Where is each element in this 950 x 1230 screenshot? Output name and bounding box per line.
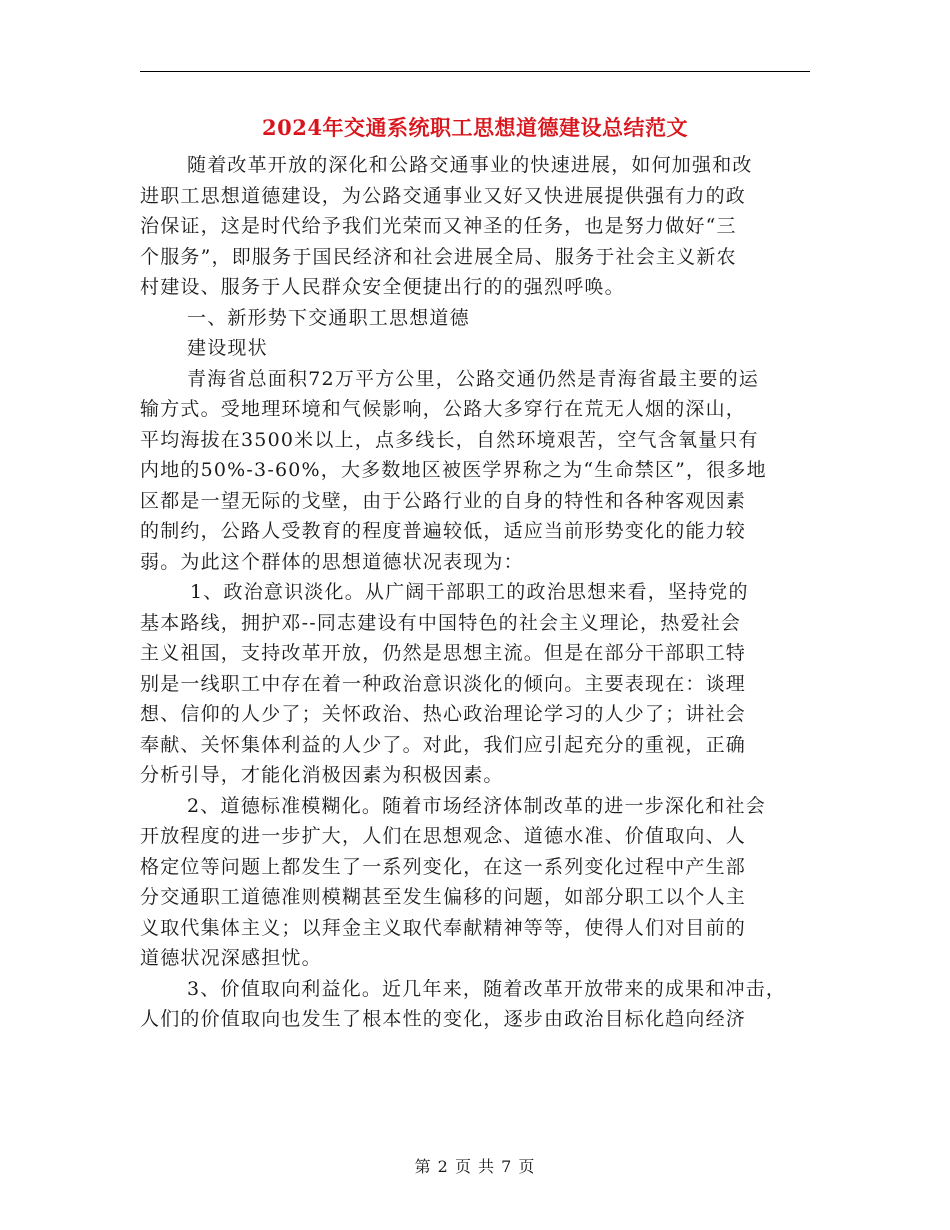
- body-line: 个服务”，即服务于国民经济和社会进展全局、服务于社会主义新农: [140, 245, 737, 268]
- body-line: 开放程度的进一步扩大，人们在思想观念、道德水准、价值取向、人: [140, 825, 747, 847]
- body-line: 想、信仰的人少了；关怀政治、热心政治理论学习的人少了；讲社会: [140, 703, 747, 725]
- body-line: 人们的价值取向也发生了根本性的变化，逐步由政治目标化趋向经济: [140, 1008, 747, 1030]
- body-line: 随着改革开放的深化和公路交通事业的快速进展，如何加强和改: [187, 154, 753, 176]
- body-line: 分交通职工道德准则模糊甚至发生偏移的问题，如部分职工以个人主: [140, 886, 747, 908]
- body-line: 2、道德标准模糊化。随着市场经济体制改革的进一步深化和社会: [187, 794, 766, 817]
- body-line: 平均海拔在3500米以上，点多线长，自然环境艰苦，空气含氧量只有: [140, 428, 759, 451]
- body-line: 3、价值取向利益化。近几年来，随着改革开放带来的成果和冲击，: [187, 977, 787, 1000]
- document-body: [140, 150, 810, 1035]
- body-line: 基本路线，拥护邓--同志建设有中国特色的社会主义理论，热爱社会: [140, 611, 742, 634]
- section-heading: 一、新形势下交通职工思想道德: [187, 306, 470, 329]
- body-line: 弱。为此这个群体的思想道德状况表现为：: [140, 550, 524, 573]
- body-line: 格定位等问题上都发生了一系列变化，在这一系列变化过程中产生部: [140, 855, 747, 878]
- body-line: 的制约，公路人受教育的程度普遍较低，适应当前形势变化的能力较: [140, 520, 747, 542]
- body-line: 主义祖国，支持改革开放，仍然是思想主流。但是在部分干部职工特: [140, 642, 747, 664]
- header-rule: [140, 71, 810, 72]
- body-line: 分析引导，才能化消极因素为积极因素。: [140, 764, 504, 786]
- body-line: 村建设、服务于人民群众安全便捷出行的的强烈呼唤。: [140, 276, 625, 298]
- body-line: 内地的50%-3-60%，大多数地区被医学界称之为“生命禁区”，很多地: [140, 459, 767, 481]
- body-line: 青海省总面积72万平方公里，公路交通仍然是青海省最主要的运: [187, 367, 759, 390]
- body-line: 奉献、关怀集体利益的人少了。对此，我们应引起充分的重视，正确: [140, 733, 747, 756]
- section-heading-cont: 建设现状: [187, 337, 268, 359]
- body-line: 进职工思想道德建设，为公路交通事业又好又快进展提供强有力的政: [140, 184, 747, 207]
- page-number: 第 2 页 共 7 页: [414, 1157, 536, 1176]
- body-line: 1、政治意识淡化。从广阔干部职工的政治思想来看，坚持党的: [190, 581, 749, 603]
- body-line: 义取代集体主义；以拜金主义取代奉献精神等等，使得人们对目前的: [140, 916, 747, 939]
- body-line: 输方式。受地理环境和气候影响，公路大多穿行在荒无人烟的深山，: [140, 398, 747, 420]
- body-line: 道德状况深感担忧。: [140, 947, 322, 969]
- body-line: 区都是一望无际的戈壁，由于公路行业的自身的特性和各种客观因素: [140, 489, 747, 512]
- body-line: 治保证，这是时代给予我们光荣而又神圣的任务，也是努力做好“三: [140, 215, 737, 237]
- body-line: 别是一线职工中存在着一种政治意识淡化的倾向。主要表现在：谈理: [140, 672, 747, 695]
- document-title: 2024年交通系统职工思想道德建设总结范文: [262, 115, 688, 140]
